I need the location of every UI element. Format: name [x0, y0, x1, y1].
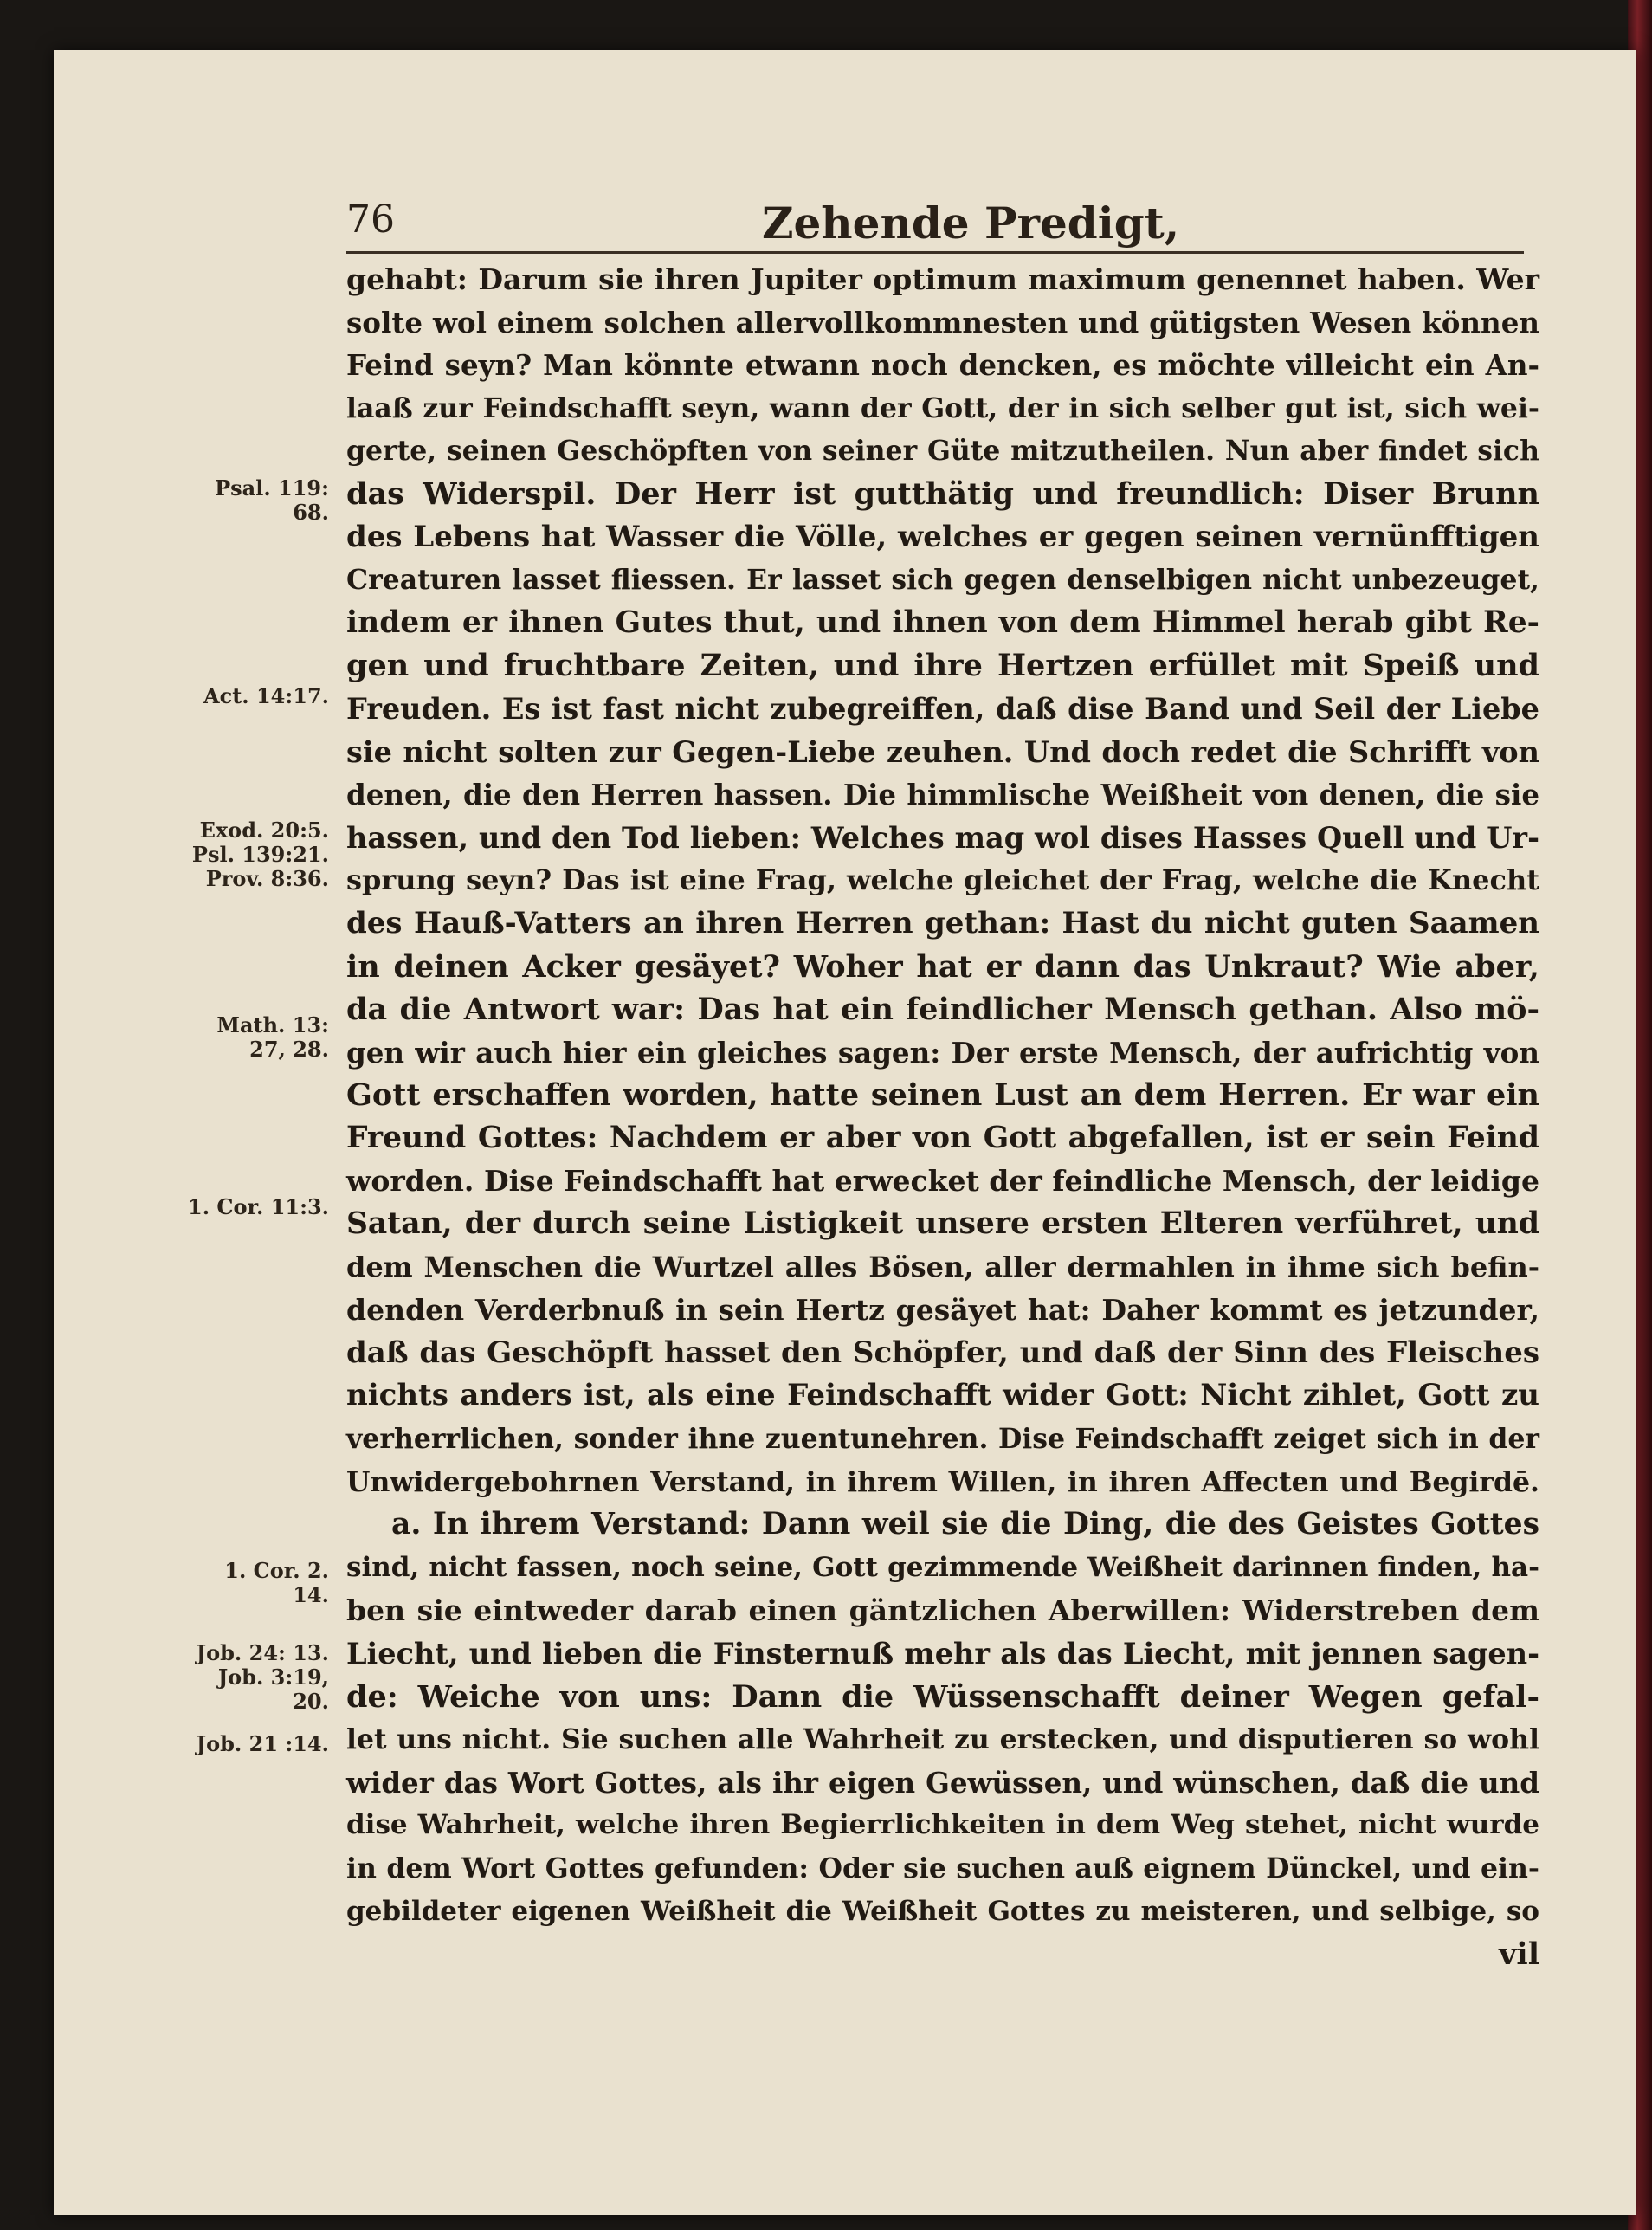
body-text: [346, 258, 1539, 1976]
text-line: in dem Wort Gottes gefunden: Oder sie suchen auß eignem Dünckel, und ein-: [346, 1852, 1539, 1884]
text-line: a. In ihrem Verstand: Dann weil sie die Ding, die des Geistes Gottes: [391, 1507, 1539, 1542]
text-line: Feind seyn? Man könnte etwann noch dencken, es möchte villeicht ein An-: [346, 348, 1539, 383]
text-line: Liecht, und lieben die Finsternuß mehr als das Liecht, mit jennen sagen-: [346, 1637, 1539, 1671]
text-line: Satan, der durch seine Listigkeit unsere ersten Elteren verführet, und: [346, 1206, 1539, 1242]
text-line: denden Verderbnuß in sein Hertz gesäyet hat: Daher kommt es jetzunder,: [346, 1293, 1539, 1328]
text-line: hassen, und den Tod lieben: Welches mag wol dises Hasses Quell und Ur-: [346, 820, 1539, 855]
text-line: Gott erschaffen worden, hatte seinen Lust an dem Herren. Er war ein: [346, 1077, 1539, 1114]
text-line: daß das Geschöpft hasset den Schöpfer, und daß der Sinn des Fleisches: [346, 1335, 1539, 1370]
header-rule: [346, 251, 1524, 254]
margin-note: Job. 24: 13. Job. 3:19, 20.: [196, 1640, 329, 1714]
margin-note: Job. 21 :14.: [196, 1731, 329, 1756]
margin-note: Math. 13: 27, 28.: [216, 1012, 329, 1062]
margin-note: 1. Cor. 2. 14.: [224, 1558, 329, 1607]
text-line: ben sie eintweder darab einen gäntzlichen Aberwillen: Widerstreben dem: [346, 1593, 1539, 1628]
text-line: wider das Wort Gottes, als ihr eigen Gewüssen, und wünschen, daß die und: [346, 1765, 1539, 1800]
text-line: sie nicht solten zur Gegen-Liebe zeuhen. Und doch redet die Schrifft von: [346, 734, 1539, 769]
text-line: de: Weiche von uns: Dann die Wüssenschafft deiner Wegen gefal-: [346, 1678, 1539, 1715]
text-line: sprung seyn? Das ist eine Frag, welche gleichet der Frag, welche die Knecht: [346, 863, 1539, 897]
text-line: dise Wahrheit, welche ihren Begierrlichkeiten in dem Weg stehet, nicht wurde: [346, 1809, 1539, 1841]
text-line: indem er ihnen Gutes thut, und ihnen von dem Himmel herab gibt Re-: [346, 604, 1539, 640]
margin-note: 1. Cor. 11:3.: [188, 1194, 329, 1219]
margin-note: Psal. 119: 68.: [215, 475, 329, 525]
text-line: denen, die den Herren hassen. Die himmlische Weißheit von denen, die sie: [346, 778, 1539, 812]
text-line: sind, nicht fassen, noch seine, Gott gezimmende Weißheit darinnen finden, ha-: [346, 1551, 1539, 1583]
text-line: in deinen Acker gesäyet? Woher hat er dann das Unkraut? Wie aber,: [346, 948, 1539, 985]
text-line: nichts anders ist, als eine Feindschafft wider Gott: Nicht zihlet, Gott zu: [346, 1378, 1539, 1413]
text-line: das Widerspil. Der Herr ist gutthätig und freundlich: Diser Brunn: [346, 475, 1539, 512]
text-line: des Lebens hat Wasser die Völle, welches er gegen seinen vernünfftigen: [346, 519, 1539, 554]
text-line: gebildeter eigenen Weißheit die Weißheit Gottes zu meisteren, und selbige, so: [346, 1895, 1539, 1927]
text-line: solte wol einem solchen allervollkommnesten und gütigsten Wesen können: [346, 305, 1539, 339]
text-line: da die Antwort war: Das hat ein feindlicher Mensch gethan. Also mö-: [346, 992, 1539, 1028]
catchword: vil: [1499, 1936, 1539, 1973]
text-line: dem Menschen die Wurtzel alles Bösen, aller dermahlen in ihme sich befin-: [346, 1250, 1539, 1283]
text-line: gerte, seinen Geschöpften von seiner Güte mitzutheilen. Nun aber findet sich: [346, 435, 1539, 468]
text-line: Freund Gottes: Nachdem er aber von Gott abgefallen, ist er sein Feind: [346, 1120, 1539, 1155]
page-number: 76: [346, 197, 395, 242]
margin-note: Act. 14:17.: [203, 683, 329, 708]
text-line: Creaturen lasset fliessen. Er lasset sich gegen denselbigen nicht unbezeuget,: [346, 564, 1539, 597]
text-line: gen und fruchtbare Zeiten, und ihre Hertzen erfüllet mit Speiß und: [346, 648, 1539, 684]
running-title: Zehende Predigt,: [762, 197, 1180, 249]
text-line: Freuden. Es ist fast nicht zubegreiffen, daß dise Band und Seil der Liebe: [346, 691, 1539, 726]
page-header: [346, 197, 1524, 249]
text-line: verherrlichen, sonder ihne zuentunehren. Dise Feindschafft zeiget sich in der: [346, 1423, 1539, 1456]
text-line: laaß zur Feindschafft seyn, wann der Gott, der in sich selber gut ist, sich wei-: [346, 391, 1539, 424]
text-line: des Hauß-Vatters an ihren Herren gethan: Hast du nicht guten Saamen: [346, 905, 1539, 940]
margin-note: Exod. 20:5. Psl. 139:21. Prov. 8:36.: [191, 818, 329, 891]
text-line: worden. Dise Feindschafft hat erwecket der feindliche Mensch, der leidige: [346, 1164, 1539, 1199]
text-line: gehabt: Darum sie ihren Jupiter optimum maximum genennet haben. Wer: [346, 262, 1539, 296]
text-line: gen wir auch hier ein gleiches sagen: Der erste Mensch, der aufrichtig von: [346, 1035, 1539, 1070]
text-line: let uns nicht. Sie suchen alle Wahrheit zu erstecken, und disputieren so wohl: [346, 1723, 1539, 1756]
text-line: Unwidergebohrnen Verstand, in ihrem Willen, in ihren Affecten und Begirdē.: [346, 1465, 1539, 1498]
